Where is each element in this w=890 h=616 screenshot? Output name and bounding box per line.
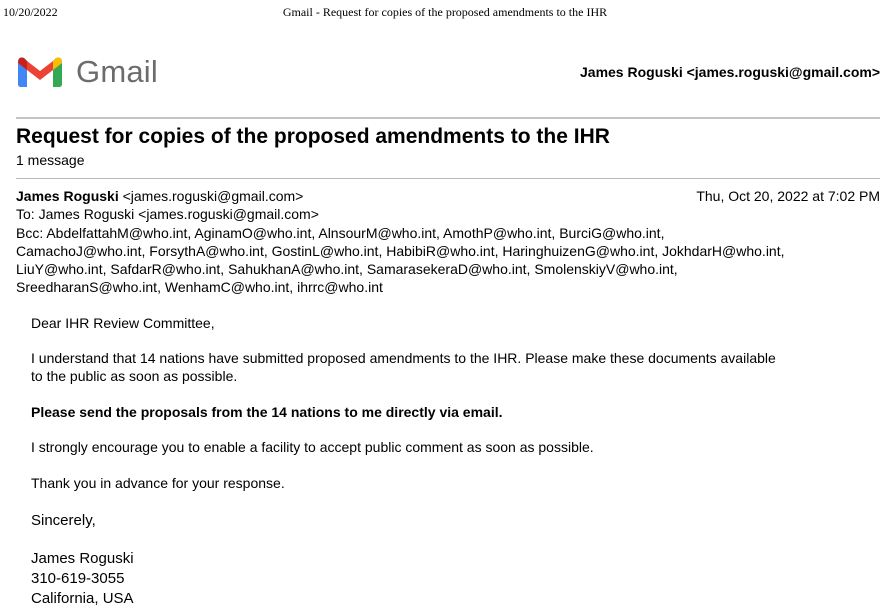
bcc-line: SreedharanS@who.int, WenhamC@who.int, ihrrc@who.int xyxy=(16,279,383,295)
signature xyxy=(31,549,134,609)
sender-email: <james.roguski@gmail.com> xyxy=(122,188,304,204)
message-divider xyxy=(16,178,880,179)
paragraph-1-line-1: I understand that 14 nations have submitted proposed amendments to the IHR. Please make these documents available xyxy=(31,350,776,366)
bcc-line: Bcc: AbdelfattahM@who.int, AginamO@who.int, AlnsourM@who.int, AmothP@who.int, BurciG@who.int, xyxy=(16,225,665,241)
account-identity: James Roguski <james.roguski@gmail.com> xyxy=(580,64,880,80)
paragraph-2: Please send the proposals from the 14 nations to me directly via email. xyxy=(31,404,503,420)
message-date: Thu, Oct 20, 2022 at 7:02 PM xyxy=(696,188,880,204)
sender-name: James Roguski xyxy=(16,188,119,204)
bcc-line: CamachoJ@who.int, ForsythA@who.int, GostinL@who.int, HabibiR@who.int, HaringhuizenG@who.int, JokhdarH@who.int, xyxy=(16,243,785,259)
thread-subject: Request for copies of the proposed amendments to the IHR xyxy=(16,125,610,148)
bcc-line: LiuY@who.int, SafdarR@who.int, SahukhanA@who.int, SamarasekeraD@who.int, SmolenskiyV@who.int, xyxy=(16,261,678,277)
closing: Sincerely, xyxy=(31,512,96,529)
paragraph-1-line-2: to the public as soon as possible. xyxy=(31,368,238,384)
gmail-logo xyxy=(16,50,176,92)
paragraph-3: I strongly encourage you to enable a facility to accept public comment as soon as possible. xyxy=(31,439,594,455)
sender-line xyxy=(16,188,303,204)
signature-phone: 310-619-3055 xyxy=(31,570,125,587)
print-header xyxy=(0,5,890,21)
signature-location: California, USA xyxy=(31,590,134,607)
print-title: Gmail - Request for copies of the proposed amendments to the IHR xyxy=(282,5,608,19)
greeting: Dear IHR Review Committee, xyxy=(31,315,215,331)
print-date: 10/20/2022 xyxy=(3,5,58,19)
bcc-block xyxy=(16,224,886,296)
message-count: 1 message xyxy=(16,152,85,168)
gmail-m-icon xyxy=(16,53,64,89)
signature-name: James Roguski xyxy=(31,550,134,567)
header-divider xyxy=(16,117,880,119)
to-line: To: James Roguski <james.roguski@gmail.com> xyxy=(16,206,319,222)
gmail-wordmark: Gmail xyxy=(76,54,158,89)
paragraph-4: Thank you in advance for your response. xyxy=(31,475,285,491)
